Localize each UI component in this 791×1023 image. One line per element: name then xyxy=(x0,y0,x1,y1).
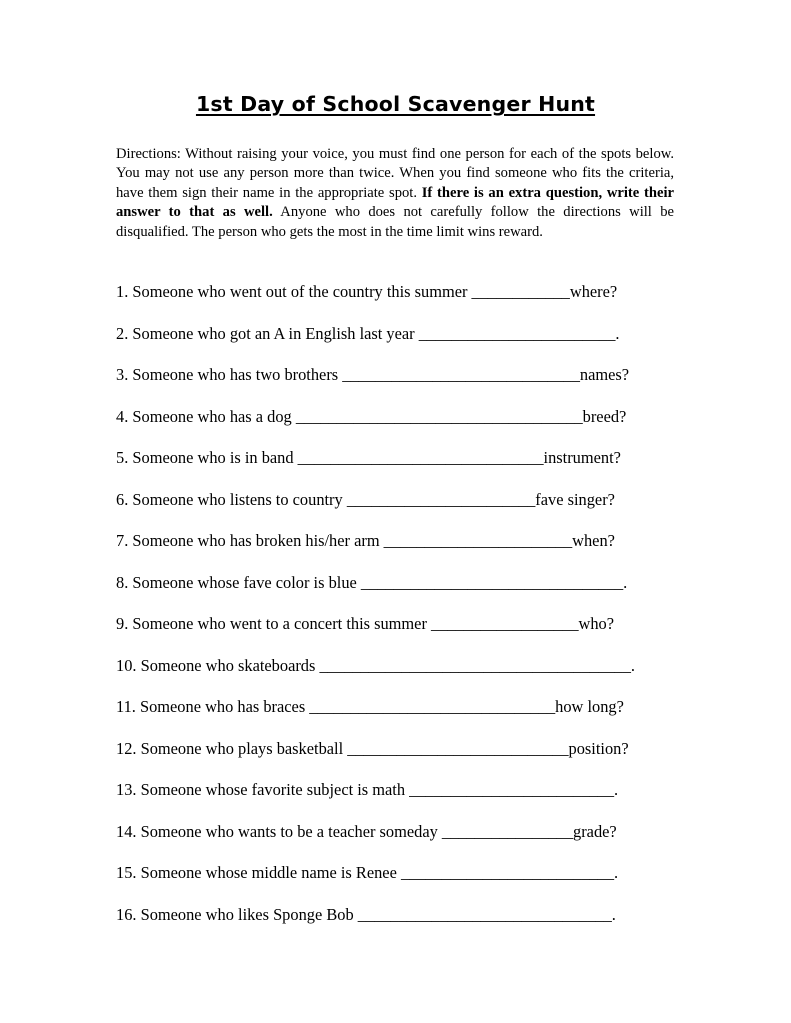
hunt-item-14: 14. Someone who wants to be a teacher someday ________________grade? xyxy=(116,822,617,841)
hunt-item-9: 9. Someone who went to a concert this summer __________________who? xyxy=(116,614,615,633)
directions-paragraph xyxy=(116,145,674,242)
hunt-item-13: 13. Someone whose favorite subject is math _________________________. xyxy=(116,780,619,799)
hunt-item-12: 12. Someone who plays basketball ___________________________position? xyxy=(116,739,629,758)
directions-bold-text: If there is an extra question, write their answer to that as well. xyxy=(116,184,674,221)
hunt-item-8: 8. Someone whose fave color is blue ________________________________. xyxy=(116,573,628,592)
hunt-item-11: 11. Someone who has braces ______________________________how long? xyxy=(116,697,624,716)
directions-text-2: Anyone who does not carefully follow the directions will be disqualified. The person who gets the most in the time limit wins reward. xyxy=(116,204,674,240)
hunt-item-3: 3. Someone who has two brothers _____________________________names? xyxy=(116,365,630,384)
page-title: 1st Day of School Scavenger Hunt xyxy=(195,92,596,116)
hunt-item-5: 5. Someone who is in band ______________________________instrument? xyxy=(116,448,621,467)
hunt-item-10: 10. Someone who skateboards ______________________________________. xyxy=(116,656,636,675)
directions-text-1: Directions: Without raising your voice, you must find one person for each of the spots below. You may not use any person more than twice. When you find someone who fits the criteria, have them sign their name in the appropriate spot. xyxy=(116,146,674,201)
hunt-item-7: 7. Someone who has broken his/her arm _______________________when? xyxy=(116,531,615,550)
hunt-item-15: 15. Someone whose middle name is Renee __________________________. xyxy=(116,863,619,882)
hunt-item-6: 6. Someone who listens to country _______________________fave singer? xyxy=(116,490,615,509)
hunt-item-2: 2. Someone who got an A in English last year ________________________. xyxy=(116,324,620,343)
hunt-item-1: 1. Someone who went out of the country this summer ____________where? xyxy=(116,282,618,301)
hunt-item-16: 16. Someone who likes Sponge Bob _______________________________. xyxy=(116,905,616,924)
hunt-item-4: 4. Someone who has a dog ___________________________________breed? xyxy=(116,407,627,426)
